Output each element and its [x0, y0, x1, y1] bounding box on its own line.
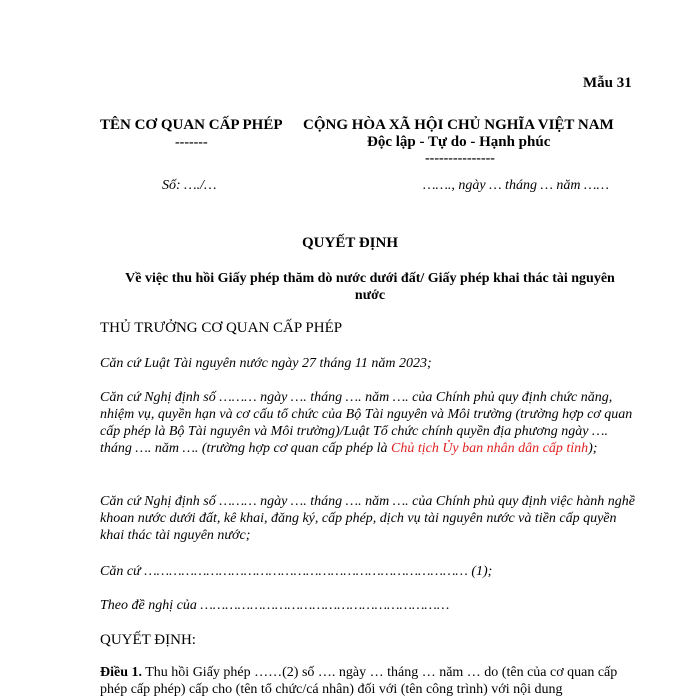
basis-highlight-provincial-chair: Chủ tịch Ủy ban nhân dân cấp tỉnh [390, 441, 589, 456]
republic-name: CỘNG HÒA XÃ HỘI CHỦ NGHĨA VIỆT NAM [303, 117, 614, 133]
basis-proposal: Theo đề nghị của …………………………………………………… [100, 598, 450, 613]
article-1 [100, 664, 640, 698]
basis-decree-organization-text: Căn cứ Nghị định số ……… ngày …. tháng …. năm …. của Chính phủ quy định chức năng, nhiệm vụ, quyền hạn và cơ cấu tổ chức của Bộ Tài nguyên và Môi trường (trường hợp cơ quan cấp phép là Bộ Tài nguyên và Môi trường)/Luật Tổ chức chính quyền địa phương ngày …. tháng …. năm …. (trường hợp cơ quan cấp phép là [100, 390, 633, 456]
basis-decree-licensing: Căn cứ Nghị định số ……… ngày …. tháng …. năm …. của Chính phủ quy định việc hành nghề khoan nước dưới đất, kê khai, đăng ký, cấp phép, dịch vụ tài nguyên nước và tiền cấp quyền khai thác tài nguyên nước; [100, 494, 635, 543]
national-motto: Độc lập - Tự do - Hạnh phúc [367, 134, 551, 150]
motto-divider: --------------- [425, 151, 495, 166]
form-number: Mẫu 31 [583, 75, 632, 91]
basis-other: Căn cứ …………………………………………………………………… (1); [100, 564, 493, 579]
basis-law: Căn cứ Luật Tài nguyên nước ngày 27 tháng 11 năm 2023; [100, 356, 432, 371]
basis-decree-organization [100, 389, 640, 457]
basis-decree-organization-end: ); [588, 441, 598, 456]
decision-heading: QUYẾT ĐỊNH: [100, 632, 196, 648]
date-place: ……., ngày … tháng … năm …… [423, 178, 609, 193]
agency-name: TÊN CƠ QUAN CẤP PHÉP [100, 117, 283, 133]
article-1-label: Điều 1. [100, 665, 142, 680]
issuing-authority: THỦ TRƯỞNG CƠ QUAN CẤP PHÉP [100, 320, 343, 336]
document-number: Số: …./… [162, 178, 217, 193]
document-subject: Về việc thu hồi Giấy phép thăm dò nước dưới đất/ Giấy phép khai thác tài nguyên nước [125, 271, 615, 303]
agency-divider: ------- [175, 135, 208, 150]
article-1-text: Thu hồi Giấy phép ……(2) số …. ngày … tháng … năm … do (tên của cơ quan cấp phép cấp phép) cấp cho (tên tổ chức/cá nhân) đối với (tên công trình) với nội dung [100, 665, 618, 697]
document-title: QUYẾT ĐỊNH [302, 235, 398, 251]
